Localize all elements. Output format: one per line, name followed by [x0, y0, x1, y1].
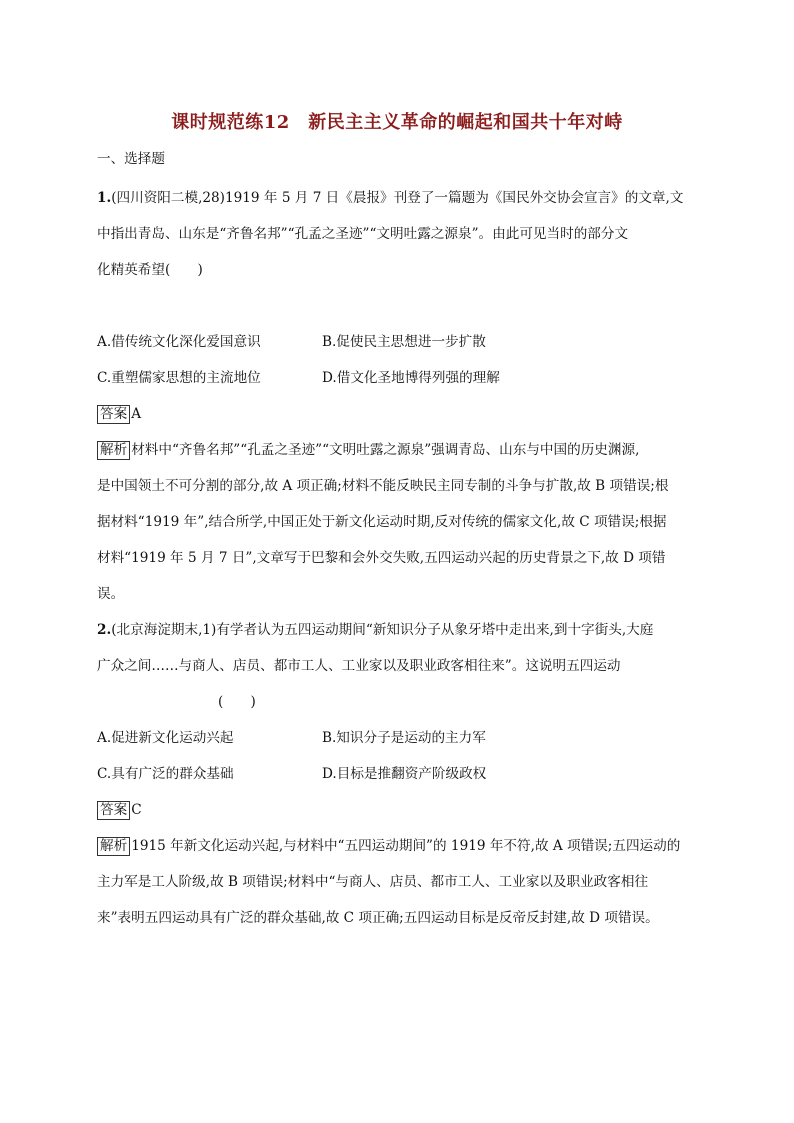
- question-1-option-c: C.重塑儒家思想的主流地位: [97, 370, 261, 386]
- question-2-analysis-line-1: [97, 837, 680, 856]
- question-1-analysis-line-2: 是中国领土不可分割的部分,故 A 项正确;材料不能反映民主同专制的斗争与扩散,故 B 项错误;根: [97, 478, 669, 494]
- question-1-option-d: D.借文化圣地博得列强的理解: [322, 370, 500, 386]
- question-2-line-2: 广众之间……与商人、店员、都市工人、工业家以及职业政客相往来”。这说明五四运动: [97, 658, 621, 674]
- question-2-option-b: B.知识分子是运动的主力军: [322, 730, 486, 746]
- question-1-line-2: 中指出青岛、山东是“齐鲁名邦”“孔孟之圣迹”“文明吐露之源泉”。由此可见当时的部分文: [97, 226, 629, 242]
- question-1-analysis-line-5: 误。: [97, 586, 125, 602]
- analysis-label: 解析: [97, 441, 130, 460]
- question-2-line-1: [97, 621, 653, 639]
- question-1-option-a: A.借传统文化深化爱国意识: [97, 334, 261, 350]
- question-2-analysis-line-3: 来”表明五四运动具有广泛的群众基础,故 C 项正确;五四运动目标是反帝反封建,故 D 项错误。: [97, 910, 659, 926]
- question-1-answer-value: A: [131, 406, 142, 422]
- question-2-answer-value: C: [131, 802, 142, 818]
- question-2-option-a: A.促进新文化运动兴起: [97, 730, 234, 746]
- question-1-line-3: 化精英希望( ): [97, 262, 203, 278]
- question-2-text-1: (北京海淀期末,1)有学者认为五四运动期间“新知识分子从象牙塔中走出来,到十字街头,大庭: [111, 622, 654, 638]
- question-1-analysis-line-4: 材料“1919 年 5 月 7 日”,文章写于巴黎和会外交失败,五四运动兴起的历史背景之下,故 D 项错: [97, 550, 666, 566]
- question-2-option-d: D.目标是推翻资产阶级政权: [322, 766, 487, 782]
- question-1-line-1: [97, 189, 683, 207]
- question-1-analysis-text-1: 材料中“齐鲁名邦”“孔孟之圣迹”“文明吐露之源泉”强调青岛、山东与中国的历史渊源,: [131, 442, 640, 458]
- page-title: 课时规范练12 新民主主义革命的崛起和国共十年对峙: [171, 112, 623, 133]
- question-2-answer: [97, 801, 142, 820]
- analysis-label: 解析: [97, 837, 130, 856]
- question-1-option-b: B.促使民主思想进一步扩散: [322, 334, 486, 350]
- question-2-analysis-text-1: 1915 年新文化运动兴起,与材料中“五四运动期间”的 1919 年不符,故 A 项错误;五四运动的: [131, 838, 681, 854]
- question-2-line-3: ( ): [218, 694, 256, 710]
- question-1-number: 1.: [97, 190, 112, 206]
- question-1-analysis-line-1: [97, 441, 639, 460]
- question-1-answer: [97, 405, 141, 424]
- question-1-text-1: (四川资阳二模,28)1919 年 5 月 7 日《晨报》刊登了一篇题为《国民外交协会宣言》的文章,文: [111, 190, 684, 206]
- section-heading: 一、选择题: [97, 151, 165, 167]
- answer-label: 答案: [97, 405, 130, 424]
- answer-label: 答案: [97, 801, 130, 820]
- question-2-option-c: C.具有广泛的群众基础: [97, 766, 234, 782]
- question-2-analysis-line-2: 主力军是工人阶级,故 B 项错误;材料中“与商人、店员、都市工人、工业家以及职业政客相往: [97, 874, 649, 890]
- question-2-number: 2.: [97, 622, 112, 638]
- question-1-analysis-line-3: 据材料“1919 年”,结合所学,中国正处于新文化运动时期,反对传统的儒家文化,故 C 项错误;根据: [97, 514, 667, 530]
